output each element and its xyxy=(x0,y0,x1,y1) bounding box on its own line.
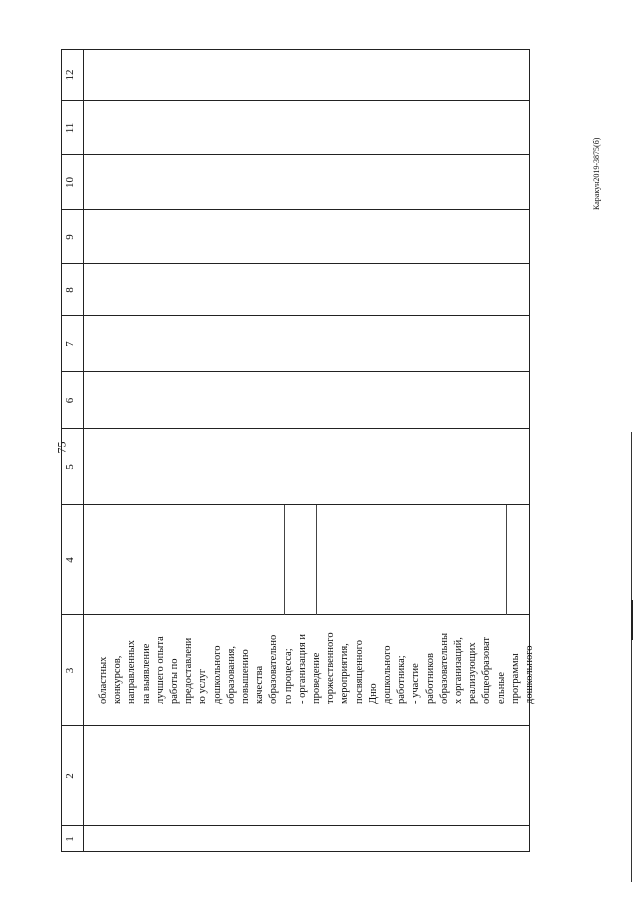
col2-line: работы по xyxy=(169,658,180,704)
col2-line: общеобразоват xyxy=(481,637,493,704)
header-cell-9: 9 xyxy=(64,234,76,240)
margin-mark xyxy=(631,600,633,640)
col2-line: посвященного xyxy=(353,640,365,704)
col2-line: реализующих xyxy=(467,642,479,704)
col2-line: лучшего опыта xyxy=(154,636,166,704)
col2-line: повышению xyxy=(240,649,251,704)
col-divider xyxy=(61,614,530,615)
col2-line: мероприятия, xyxy=(339,643,351,704)
col2-line: проведение xyxy=(311,652,322,704)
header-cell-12: 12 xyxy=(64,69,76,81)
col-divider xyxy=(61,371,530,372)
table-frame xyxy=(61,49,530,852)
col2-line: работников xyxy=(424,653,436,704)
col-divider xyxy=(61,263,530,264)
col2-line: областных xyxy=(98,656,109,704)
col2-line: образования, xyxy=(225,645,237,704)
col2-line: ю услуг xyxy=(197,668,209,704)
col2-line: - организация и xyxy=(296,634,308,704)
document-code: Каракун2019-3875(б) xyxy=(592,137,601,210)
header-cell-7: 7 xyxy=(64,341,76,347)
col2-line: торжественного xyxy=(325,632,337,704)
col4-subrow-line xyxy=(316,505,317,615)
col-divider xyxy=(61,154,530,155)
col2-line: предоставлени xyxy=(183,637,195,704)
col2-line: направленных xyxy=(126,640,138,704)
header-cell-8: 8 xyxy=(64,287,76,293)
col2-line: дошкольного xyxy=(382,645,393,704)
col-divider xyxy=(61,100,530,101)
header-cell-10: 10 xyxy=(64,177,76,188)
col-divider xyxy=(61,725,530,726)
header-cell-4: 4 xyxy=(64,557,76,563)
rotated-table xyxy=(61,49,530,852)
col2-line: образовательно xyxy=(268,634,280,704)
header-cell-2: 2 xyxy=(64,773,76,779)
col2-line: ельные xyxy=(495,671,507,704)
col-divider xyxy=(61,428,530,429)
header-cell-1: 1 xyxy=(64,836,76,842)
header-cell-6: 6 xyxy=(64,397,76,404)
col-divider xyxy=(61,315,530,316)
col4-subrow-line xyxy=(506,505,507,615)
margin-rule xyxy=(631,432,632,882)
col2-line: х организаций, xyxy=(453,637,464,704)
header-cell-3: 3 xyxy=(64,667,76,674)
col-divider xyxy=(61,825,530,826)
col2-line: го процесса; xyxy=(282,648,294,704)
col-divider xyxy=(61,504,530,505)
page-number: 75 xyxy=(54,441,69,454)
header-cell-5: 5 xyxy=(64,464,76,470)
col4-subrow-line xyxy=(284,505,285,615)
col2-line: образовательны xyxy=(438,633,450,704)
col2-line: конкурсов, xyxy=(112,655,124,704)
col2-line: дошкольного xyxy=(524,645,535,704)
col2-line: Дню xyxy=(367,683,379,704)
col2-line: - участие xyxy=(410,663,422,704)
col2-line: на выявление xyxy=(140,643,152,704)
header-cell-11: 11 xyxy=(64,122,76,134)
col2-line: качества xyxy=(254,665,266,704)
col2-line: дошкольного xyxy=(211,645,223,704)
col2-line: программы xyxy=(509,653,521,704)
col2-line: работника; xyxy=(396,655,408,704)
col-divider xyxy=(61,209,530,210)
col2-text-block xyxy=(96,703,97,704)
